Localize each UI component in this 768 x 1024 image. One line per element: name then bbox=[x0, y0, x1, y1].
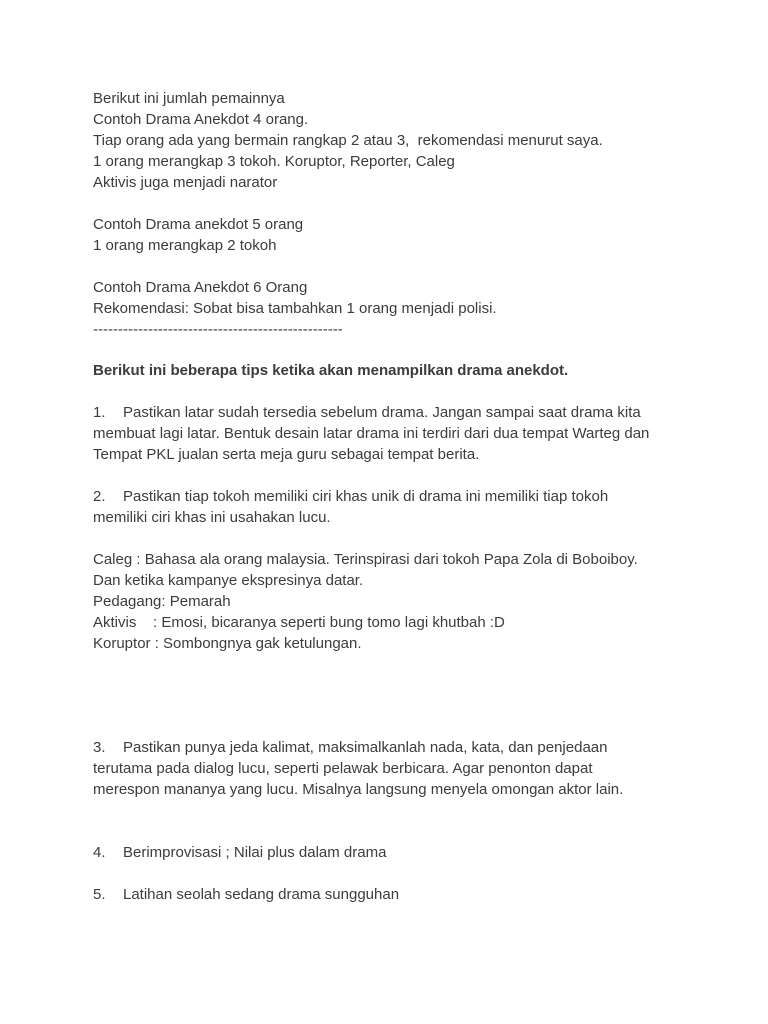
divider-line: -------------------------------------------------- bbox=[93, 321, 343, 338]
text-line: Contoh Drama Anekdot 6 Orang bbox=[93, 279, 308, 296]
tip-4-number: 4. bbox=[93, 844, 106, 861]
tip-5-text: Latihan seolah sedang drama sungguhan bbox=[123, 886, 400, 903]
character-line: Pedagang: Pemarah bbox=[93, 593, 231, 610]
text-line: 1 orang merangkap 2 tokoh bbox=[93, 237, 277, 254]
character-line: Caleg : Bahasa ala orang malaysia. Terinspirasi dari tokoh Papa Zola di Boboiboy. bbox=[93, 551, 638, 568]
text-line: Contoh Drama anekdot 5 orang bbox=[93, 216, 304, 233]
tip-2-number: 2. bbox=[93, 488, 106, 505]
tip-3-number: 3. bbox=[93, 739, 106, 756]
tip-2-line-2: memiliki ciri khas ini usahakan lucu. bbox=[93, 509, 331, 526]
character-line: Dan ketika kampanye ekspresinya datar. bbox=[93, 572, 364, 589]
tip-1-line-1 bbox=[93, 402, 641, 423]
tip-1-text: Pastikan latar sudah tersedia sebelum drama. Jangan sampai saat drama kita bbox=[123, 404, 641, 421]
tip-3-line-3: merespon mananya yang lucu. Misalnya langsung menyela omongan aktor lain. bbox=[93, 781, 624, 798]
tip-4-line bbox=[93, 842, 386, 863]
text-line: Aktivis juga menjadi narator bbox=[93, 174, 278, 191]
tip-5-line bbox=[93, 884, 399, 905]
text-line: Berikut ini jumlah pemainnya bbox=[93, 90, 285, 107]
character-line: Aktivis : Emosi, bicaranya seperti bung tomo lagi khutbah :D bbox=[93, 614, 505, 631]
text-line: 1 orang merangkap 3 tokoh. Koruptor, Reporter, Caleg bbox=[93, 153, 455, 170]
tip-2-text: Pastikan tiap tokoh memiliki ciri khas unik di drama ini memiliki tiap tokoh bbox=[123, 488, 609, 505]
tip-5-number: 5. bbox=[93, 886, 106, 903]
text-line: Tiap orang ada yang bermain rangkap 2 atau 3, rekomendasi menurut saya. bbox=[93, 132, 603, 149]
text-line: Contoh Drama Anekdot 4 orang. bbox=[93, 111, 309, 128]
tip-1-line-3: Tempat PKL jualan serta meja guru sebagai tempat berita. bbox=[93, 446, 480, 463]
tip-1-line-2: membuat lagi latar. Bentuk desain latar drama ini terdiri dari dua tempat Warteg dan bbox=[93, 425, 650, 442]
tip-3-line-2: terutama pada dialog lucu, seperti pelawak berbicara. Agar penonton dapat bbox=[93, 760, 593, 777]
character-line: Koruptor : Sombongnya gak ketulungan. bbox=[93, 635, 362, 652]
tip-2-line-1 bbox=[93, 486, 608, 507]
tip-3-line-1 bbox=[93, 737, 607, 758]
tips-heading: Berikut ini beberapa tips ketika akan menampilkan drama anekdot. bbox=[93, 362, 569, 379]
tip-3-text: Pastikan punya jeda kalimat, maksimalkanlah nada, kata, dan penjedaan bbox=[123, 739, 608, 756]
tip-4-text: Berimprovisasi ; Nilai plus dalam drama bbox=[123, 844, 387, 861]
text-line: Rekomendasi: Sobat bisa tambahkan 1 orang menjadi polisi. bbox=[93, 300, 497, 317]
tip-1-number: 1. bbox=[93, 404, 106, 421]
